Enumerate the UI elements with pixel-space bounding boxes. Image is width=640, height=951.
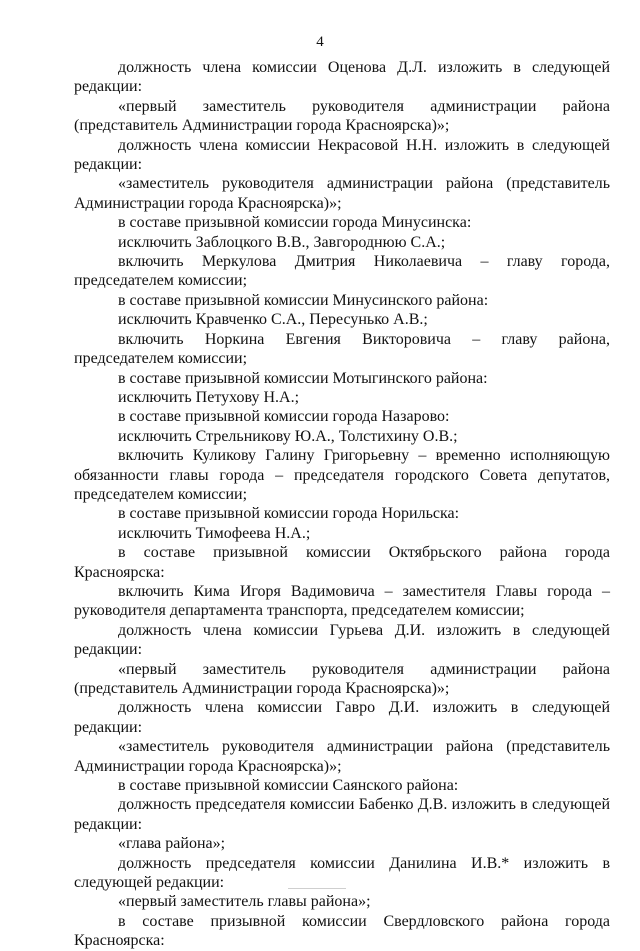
paragraph: в составе призывной комиссии Минусинского района: bbox=[118, 291, 489, 309]
paragraph: включить Меркулова Дмитрия Николаевича – главу города, председателем комиссии; bbox=[74, 253, 610, 290]
paragraph: «первый заместитель главы района»; bbox=[118, 893, 371, 911]
paragraph: исключить Петухову Н.А.; bbox=[118, 388, 300, 406]
paragraph: «первый заместитель руководителя администрации района (представитель Администрации города Красноярска)»; bbox=[74, 97, 610, 135]
paragraph: «первый заместитель руководителя администрации района (представитель Администрации города Красноярска)»; bbox=[74, 660, 610, 697]
footer-divider bbox=[288, 888, 346, 889]
paragraph: в составе призывной комиссии Октябрьского района города Красноярска: bbox=[74, 544, 610, 581]
paragraph: включить Норкина Евгения Викторовича – главу района, председателем комиссии; bbox=[74, 330, 610, 368]
document-body bbox=[74, 58, 610, 951]
paragraph: исключить Тимофеева Н.А.; bbox=[118, 524, 311, 542]
paragraph: «заместитель руководителя администрации района (представитель Администрации города Красноярска)»; bbox=[74, 175, 610, 212]
paragraph: «глава района»; bbox=[118, 835, 226, 853]
page-number: 4 bbox=[316, 34, 324, 50]
paragraph: в составе призывной комиссии Саянского района: bbox=[118, 777, 459, 795]
paragraph: в составе призывной комиссии Мотыгинского района: bbox=[118, 369, 488, 387]
paragraph: должность члена комиссии Гавро Д.И. изложить в следующей редакции: bbox=[74, 699, 610, 736]
paragraph: должность члена комиссии Оценова Д.Л. изложить в следующей редакции: bbox=[74, 59, 610, 96]
paragraph: в составе призывной комиссии Свердловского района города Красноярска: bbox=[74, 912, 610, 950]
paragraph: включить Куликову Галину Григорьевну – временно исполняющую обязанности главы города – председателя городского Совета депутатов, председателем комиссии; bbox=[74, 447, 610, 503]
paragraph: должность председателя комиссии Бабенко Д.В. изложить в следующей редакции: bbox=[74, 796, 610, 833]
paragraph: в составе призывной комиссии города Норильска: bbox=[118, 505, 460, 523]
paragraph: исключить Кравченко С.А., Пересунько А.В.; bbox=[118, 311, 428, 329]
paragraph: должность председателя комиссии Данилина И.В.* изложить в следующей редакции: bbox=[74, 854, 610, 892]
paragraph: в составе призывной комиссии города Назарово: bbox=[118, 408, 450, 426]
paragraph: исключить Стрельникову Ю.А., Толстихину О.В.; bbox=[118, 427, 458, 445]
paragraph: должность члена комиссии Некрасовой Н.Н. изложить в следующей редакции: bbox=[74, 136, 610, 174]
paragraph: «заместитель руководителя администрации района (представитель Администрации города Красноярска)»; bbox=[74, 738, 610, 775]
paragraph: должность члена комиссии Гурьева Д.И. изложить в следующей редакции: bbox=[74, 621, 610, 659]
paragraph: исключить Заблоцкого В.В., Завгороднюю С.А.; bbox=[118, 233, 446, 251]
paragraph: включить Кима Игоря Вадимовича – заместителя Главы города – руководителя департамента транспорта, председателем комиссии; bbox=[74, 582, 610, 620]
paragraph: в составе призывной комиссии города Минусинска: bbox=[118, 214, 472, 232]
